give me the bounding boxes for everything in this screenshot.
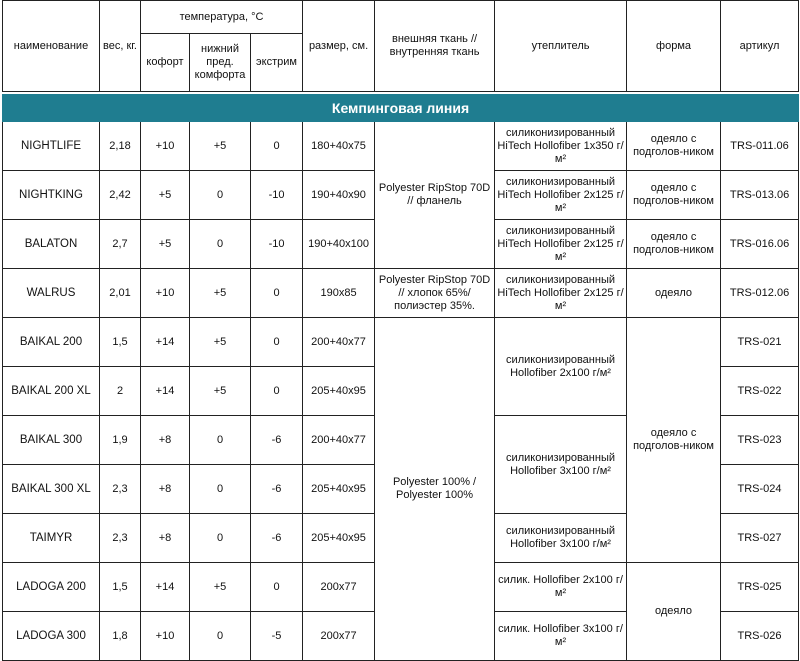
table-row — [3, 318, 799, 367]
cell-insulation: силиконизированный HiTech Hollofiber 1х350 г/м² — [495, 122, 627, 171]
cell-comfort: +10 — [141, 269, 190, 318]
cell-size: 200x77 — [303, 563, 375, 612]
cell-fabric: Polyester RipStop 70D // фланель — [375, 122, 495, 269]
cell-article: TRS-021 — [721, 318, 799, 367]
cell-shape: одеяло с подголов-ником — [627, 122, 721, 171]
cell-weight: 1,9 — [100, 416, 141, 465]
cell-article: TRS-013.06 — [721, 171, 799, 220]
cell-comfort: +8 — [141, 465, 190, 514]
cell-name: BAIKAL 300 XL — [3, 465, 100, 514]
cell-weight: 2 — [100, 367, 141, 416]
cell-size: 190x85 — [303, 269, 375, 318]
cell-insulation: силиконизированный HiTech Hollofiber 2х125 г/м² — [495, 269, 627, 318]
cell-fabric: Polyester RipStop 70D // хлопок 65%/ полиэстер 35%. — [375, 269, 495, 318]
cell-lower: +5 — [190, 122, 251, 171]
cell-lower: +5 — [190, 318, 251, 367]
header-size: размер, см. — [303, 1, 375, 92]
cell-lower: +5 — [190, 269, 251, 318]
cell-name: BAIKAL 200 — [3, 318, 100, 367]
cell-comfort: +14 — [141, 318, 190, 367]
cell-insulation: силиконизированный Hollofiber 3х100 г/м² — [495, 416, 627, 514]
cell-insulation: силиконизированный Hollofiber 3х100 г/м² — [495, 514, 627, 563]
cell-comfort: +10 — [141, 612, 190, 661]
cell-extreme: -10 — [251, 171, 303, 220]
cell-lower: +5 — [190, 367, 251, 416]
cell-lower: 0 — [190, 171, 251, 220]
cell-name: NIGHTKING — [3, 171, 100, 220]
cell-size: 205+40x95 — [303, 514, 375, 563]
cell-weight: 2,18 — [100, 122, 141, 171]
cell-article: TRS-026 — [721, 612, 799, 661]
cell-shape: одеяло — [627, 269, 721, 318]
cell-size: 190+40x90 — [303, 171, 375, 220]
header-weight: вес, кг. — [100, 1, 141, 92]
cell-size: 200x77 — [303, 612, 375, 661]
header-insulation: утеплитель — [495, 1, 627, 92]
cell-comfort: +10 — [141, 122, 190, 171]
table-row — [3, 269, 799, 318]
section-title: Кемпинговая линия — [3, 95, 799, 122]
cell-extreme: -10 — [251, 220, 303, 269]
cell-comfort: +5 — [141, 171, 190, 220]
cell-size: 200+40x77 — [303, 318, 375, 367]
cell-extreme: -6 — [251, 514, 303, 563]
cell-name: WALRUS — [3, 269, 100, 318]
cell-size: 190+40x100 — [303, 220, 375, 269]
cell-weight: 2,3 — [100, 514, 141, 563]
cell-article: TRS-012.06 — [721, 269, 799, 318]
cell-weight: 1,5 — [100, 318, 141, 367]
cell-lower: 0 — [190, 612, 251, 661]
cell-name: BAIKAL 300 — [3, 416, 100, 465]
cell-extreme: 0 — [251, 563, 303, 612]
sleeping-bag-table — [2, 0, 799, 661]
cell-comfort: +8 — [141, 514, 190, 563]
header-fabric: внешняя ткань // внутренняя ткань — [375, 1, 495, 92]
cell-insulation: силиконизированный Hollofiber 2х100 г/м² — [495, 318, 627, 416]
cell-insulation: силик. Hollofiber 3х100 г/м² — [495, 612, 627, 661]
cell-size: 205+40x95 — [303, 367, 375, 416]
table-row — [3, 122, 799, 171]
header-comfort: кофорт — [141, 34, 190, 92]
cell-article: TRS-024 — [721, 465, 799, 514]
cell-extreme: -6 — [251, 416, 303, 465]
cell-article: TRS-011.06 — [721, 122, 799, 171]
cell-shape: одеяло с подголов-ником — [627, 171, 721, 220]
cell-size: 200+40x77 — [303, 416, 375, 465]
header-name: наименование — [3, 1, 100, 92]
cell-weight: 1,8 — [100, 612, 141, 661]
cell-weight: 1,5 — [100, 563, 141, 612]
cell-weight: 2,42 — [100, 171, 141, 220]
cell-name: BAIKAL 200 XL — [3, 367, 100, 416]
cell-comfort: +5 — [141, 220, 190, 269]
cell-lower: +5 — [190, 563, 251, 612]
cell-extreme: 0 — [251, 367, 303, 416]
header-article: артикул — [721, 1, 799, 92]
cell-extreme: 0 — [251, 122, 303, 171]
cell-article: TRS-022 — [721, 367, 799, 416]
cell-lower: 0 — [190, 220, 251, 269]
cell-size: 205+40x95 — [303, 465, 375, 514]
cell-comfort: +14 — [141, 563, 190, 612]
header-temperature: температура, °С — [141, 1, 303, 34]
header-lower-comfort: нижний пред. комфорта — [190, 34, 251, 92]
cell-weight: 2,3 — [100, 465, 141, 514]
cell-article: TRS-027 — [721, 514, 799, 563]
cell-comfort: +14 — [141, 367, 190, 416]
cell-shape: одеяло — [627, 563, 721, 661]
cell-comfort: +8 — [141, 416, 190, 465]
header-shape: форма — [627, 1, 721, 92]
cell-name: LADOGA 300 — [3, 612, 100, 661]
cell-name: TAIMYR — [3, 514, 100, 563]
cell-article: TRS-023 — [721, 416, 799, 465]
cell-insulation: силик. Hollofiber 2х100 г/м² — [495, 563, 627, 612]
cell-shape: одеяло с подголов-ником — [627, 318, 721, 563]
cell-insulation: силиконизированный HiTech Hollofiber 2х125 г/м² — [495, 220, 627, 269]
cell-lower: 0 — [190, 514, 251, 563]
cell-name: NIGHTLIFE — [3, 122, 100, 171]
cell-extreme: -6 — [251, 465, 303, 514]
cell-weight: 2,01 — [100, 269, 141, 318]
cell-extreme: -5 — [251, 612, 303, 661]
cell-fabric: Polyester 100% / Polyester 100% — [375, 318, 495, 661]
cell-article: TRS-025 — [721, 563, 799, 612]
cell-lower: 0 — [190, 465, 251, 514]
cell-shape: одеяло с подголов-ником — [627, 220, 721, 269]
cell-name: BALATON — [3, 220, 100, 269]
cell-size: 180+40x75 — [303, 122, 375, 171]
cell-name: LADOGA 200 — [3, 563, 100, 612]
cell-weight: 2,7 — [100, 220, 141, 269]
cell-extreme: 0 — [251, 269, 303, 318]
cell-article: TRS-016.06 — [721, 220, 799, 269]
header-extreme: экстрим — [251, 34, 303, 92]
cell-extreme: 0 — [251, 318, 303, 367]
cell-lower: 0 — [190, 416, 251, 465]
cell-insulation: силиконизированный HiTech Hollofiber 2х125 г/м² — [495, 171, 627, 220]
